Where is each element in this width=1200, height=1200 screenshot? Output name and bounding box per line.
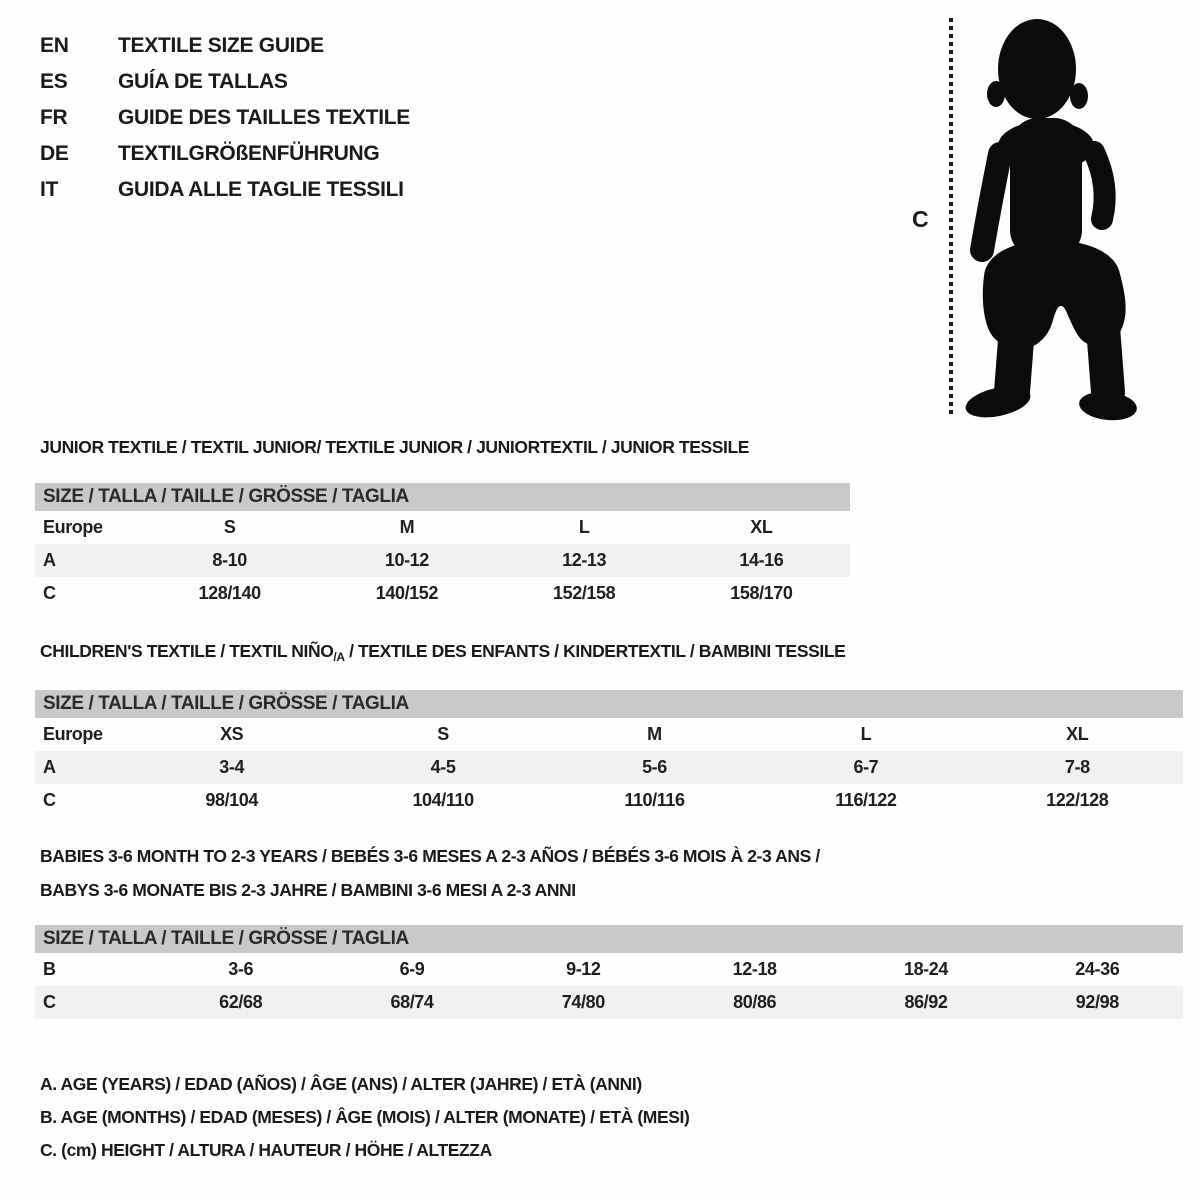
size-cell: 98/104 xyxy=(205,790,259,810)
size-header-bar: SIZE / TALLA / TAILLE / GRÖSSE / TAGLIA xyxy=(35,690,1183,718)
size-cell: M xyxy=(647,724,662,744)
size-cell: L xyxy=(578,517,590,537)
measurement-figure xyxy=(900,0,1200,440)
size-cell: 86/92 xyxy=(904,992,948,1012)
size-cell: 128/140 xyxy=(198,583,261,603)
table-row xyxy=(35,751,1183,784)
size-cell: 9-12 xyxy=(566,959,601,979)
table-row xyxy=(35,718,1183,751)
size-cell: XL xyxy=(750,517,773,537)
table-row xyxy=(35,544,850,577)
size-cell: 116/122 xyxy=(835,790,897,810)
lang-label-it: GUIDA ALLE TAGLIE TESSILI xyxy=(118,178,404,201)
lang-label-de: TEXTILGRÖßENFÜHRUNG xyxy=(118,142,380,165)
lang-label-es: GUÍA DE TALLAS xyxy=(118,70,288,93)
size-header-bar: SIZE / TALLA / TAILLE / GRÖSSE / TAGLIA xyxy=(35,483,850,511)
babies-section-title-line1: BABIES 3-6 MONTH TO 2-3 YEARS / BEBÉS 3-6 MESES A 2-3 AÑOS / BÉBÉS 3-6 MOIS À 2-3 ANS / xyxy=(40,846,820,866)
children-size-table xyxy=(35,690,1183,817)
children-title-post: / TEXTILE DES ENFANTS / KINDERTEXTIL / BAMBINI TESSILE xyxy=(344,641,846,661)
table-row xyxy=(35,986,1183,1019)
row-label: Europe xyxy=(43,724,103,744)
size-cell: 14-16 xyxy=(739,550,784,570)
lang-label-fr: GUIDE DES TAILLES TEXTILE xyxy=(118,106,410,129)
note-age-months: B. AGE (MONTHS) / EDAD (MESES) / ÂGE (MOIS) / ALTER (MONATE) / ETÀ (MESI) xyxy=(40,1107,690,1127)
lang-label-en: TEXTILE SIZE GUIDE xyxy=(118,34,324,57)
row-label: A xyxy=(43,550,56,570)
children-title-pre: CHILDREN'S TEXTILE / TEXTIL NIÑO xyxy=(40,641,334,661)
size-cell: 4-5 xyxy=(430,757,456,777)
size-cell: 140/152 xyxy=(375,583,438,603)
children-title-sub: /A xyxy=(333,650,345,664)
size-cell: 104/110 xyxy=(412,790,474,810)
row-label: Europe xyxy=(43,517,103,537)
size-cell: 3-6 xyxy=(228,959,254,979)
size-cell: 6-9 xyxy=(399,959,425,979)
junior-size-table xyxy=(35,483,850,610)
size-cell: 12-13 xyxy=(562,550,607,570)
lang-row-de xyxy=(40,136,410,172)
size-cell: 7-8 xyxy=(1064,757,1090,777)
table-row xyxy=(35,784,1183,817)
table-row xyxy=(35,953,1183,986)
size-cell: XL xyxy=(1066,724,1089,744)
size-cell: XS xyxy=(220,724,244,744)
lang-code-it: IT xyxy=(40,178,59,201)
row-label: C xyxy=(43,790,56,810)
babies-size-table xyxy=(35,925,1183,1019)
size-cell: 3-4 xyxy=(219,757,245,777)
note-age-years: A. AGE (YEARS) / EDAD (AÑOS) / ÂGE (ANS) / ALTER (JAHRE) / ETÀ (ANNI) xyxy=(40,1074,642,1094)
children-section-title xyxy=(40,641,845,664)
size-cell: 10-12 xyxy=(384,550,429,570)
size-cell: S xyxy=(223,517,236,537)
lang-row-es xyxy=(40,64,410,100)
lang-code-fr: FR xyxy=(40,106,68,129)
size-cell: S xyxy=(437,724,449,744)
size-cell: L xyxy=(860,724,872,744)
junior-section-title: JUNIOR TEXTILE / TEXTIL JUNIOR/ TEXTILE JUNIOR / JUNIORTEXTIL / JUNIOR TESSILE xyxy=(40,437,750,457)
size-cell: 152/158 xyxy=(552,583,616,603)
size-cell: 74/80 xyxy=(561,992,605,1012)
size-cell: 68/74 xyxy=(390,992,434,1012)
size-cell: 92/98 xyxy=(1075,992,1119,1012)
size-header-bar: SIZE / TALLA / TAILLE / GRÖSSE / TAGLIA xyxy=(35,925,1183,953)
size-cell: 18-24 xyxy=(903,959,948,979)
toddler-silhouette-icon xyxy=(962,14,1140,422)
babies-section-title-line2: BABYS 3-6 MONATE BIS 2-3 JAHRE / BAMBINI 3-6 MESI A 2-3 ANNI xyxy=(40,880,576,900)
row-label: B xyxy=(43,959,56,979)
size-cell: 8-10 xyxy=(212,550,247,570)
lang-row-it xyxy=(40,172,410,208)
lang-code-de: DE xyxy=(40,142,69,165)
legend-notes xyxy=(40,1068,689,1167)
lang-code-en: EN xyxy=(40,34,69,57)
lang-row-fr xyxy=(40,100,410,136)
lang-code-es: ES xyxy=(40,70,68,93)
size-cell: 110/116 xyxy=(624,790,685,810)
size-cell: 62/68 xyxy=(219,992,263,1012)
size-cell: 80/86 xyxy=(733,992,777,1012)
height-marker-label: C xyxy=(912,206,929,232)
table-row xyxy=(35,511,850,544)
size-cell: 12-18 xyxy=(732,959,777,979)
size-cell: M xyxy=(399,517,415,537)
language-title-block xyxy=(40,28,410,208)
table-row xyxy=(35,577,850,610)
size-cell: 24-36 xyxy=(1075,959,1120,979)
size-cell: 6-7 xyxy=(853,757,879,777)
row-label: C xyxy=(43,583,56,603)
size-cell: 122/128 xyxy=(1046,790,1109,810)
size-cell: 158/170 xyxy=(730,583,793,603)
lang-row-en xyxy=(40,28,410,64)
size-cell: 5-6 xyxy=(642,757,667,777)
height-dotted-line xyxy=(949,18,953,416)
row-label: A xyxy=(43,757,56,777)
note-height-cm: C. (cm) HEIGHT / ALTURA / HAUTEUR / HÖHE / ALTEZZA xyxy=(40,1140,492,1160)
row-label: C xyxy=(43,992,56,1012)
